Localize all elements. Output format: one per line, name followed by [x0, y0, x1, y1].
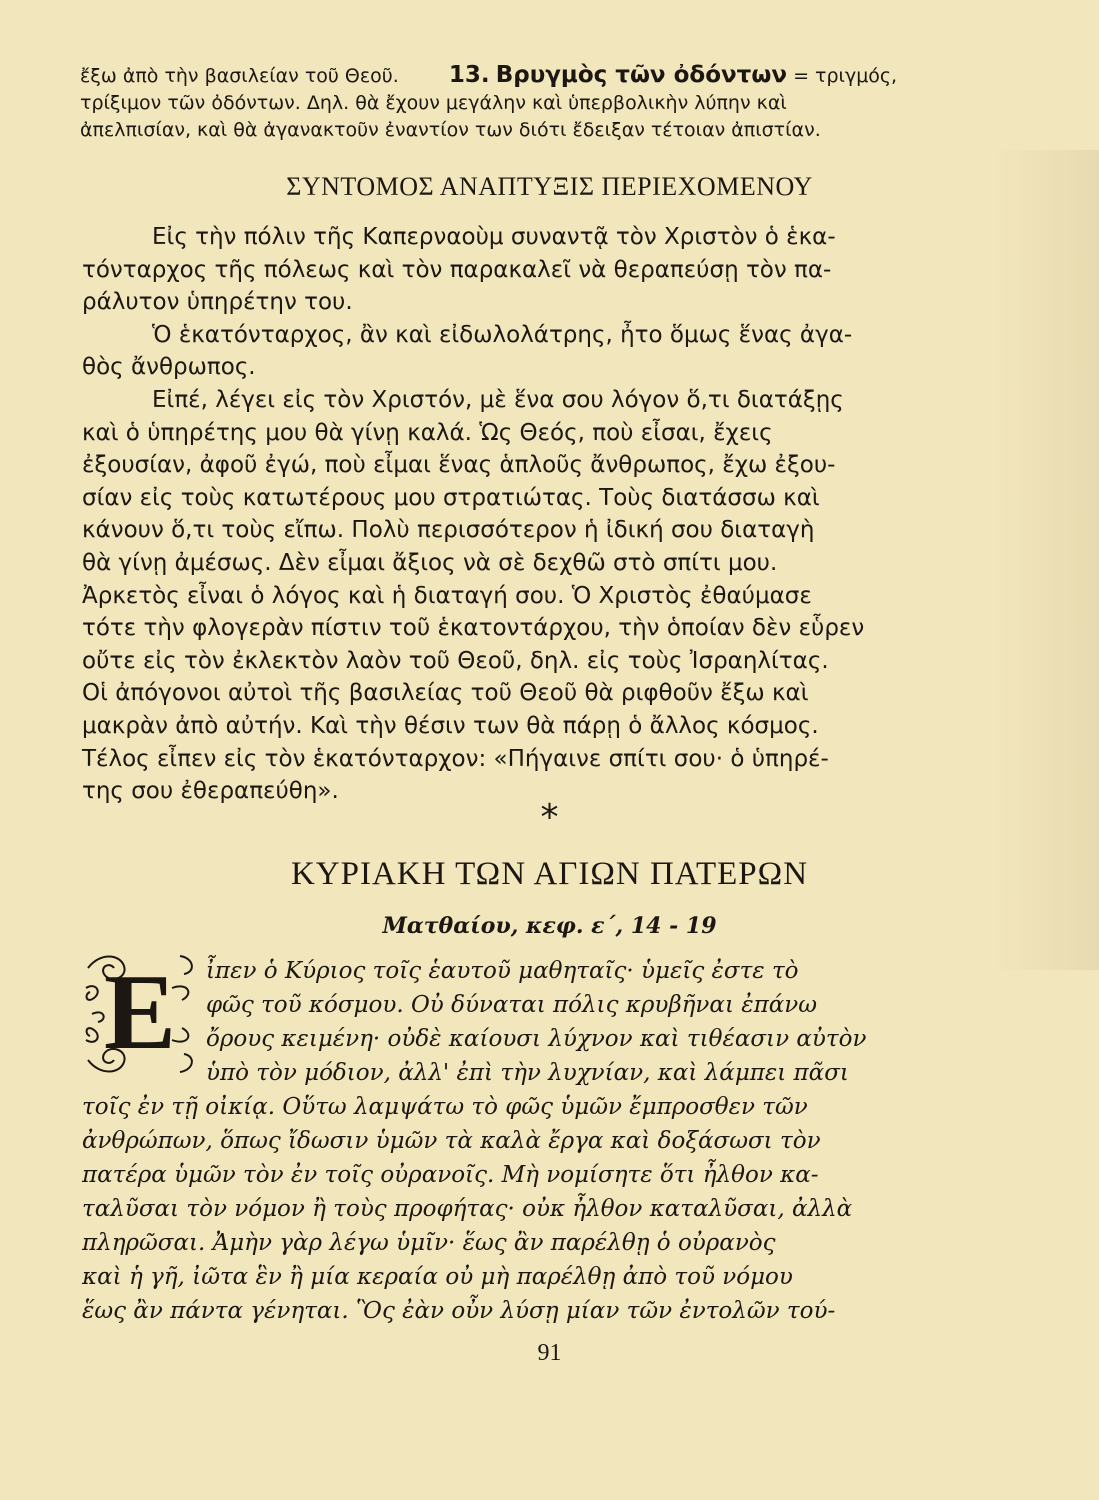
footnote-line: τρίξιμον τῶν ὀδόντων. Δηλ. θὰ ἔχουν μεγάλην καὶ ὑπερβολικὴν λύπην καὶ: [80, 92, 787, 114]
text-line: θὸς ἄνθρωπος.: [82, 354, 256, 381]
summary-text: [82, 221, 932, 808]
text-line: θὰ γίνῃ ἀμέσως. Δὲν εἶμαι ἄξιος νὰ σὲ δεχθῶ στὸ σπίτι μου.: [82, 549, 778, 576]
text-line: πληρῶσαι. Ἀμὴν γὰρ λέγω ὑμῖν· ἕως ἂν παρέλθῃ ὁ οὐρανὸς: [82, 1230, 776, 1256]
text-line: Τέλος εἶπεν εἰς τὸν ἑκατόνταρχον: «Πήγαινε σπίτι σου· ὁ ὑπηρέ-: [82, 745, 829, 772]
text-line: ἐξουσίαν, ἀφοῦ ἐγώ, ποὺ εἶμαι ἕνας ἁπλοῦς ἄνθρωπος, ἔχω ἐξου-: [82, 452, 836, 479]
text-line: ἶπεν ὁ Κύριος τοῖς ἑαυτοῦ μαθηταῖς· ὑμεῖς ἐστε τὸ: [206, 958, 799, 984]
text-line: τοῖς ἐν τῇ οἰκίᾳ. Οὕτω λαμψάτω τὸ φῶς ὑμῶν ἔμπροσθεν τῶν: [82, 1094, 808, 1120]
text-line: Ὁ ἑκατόνταρχος, ἂν καὶ εἰδωλολάτρης, ἦτο ὅμως ἕνας ἀγα-: [152, 321, 853, 348]
summary-heading: ΣΥΝΤΟΜΟΣ ΑΝΑΠΤΥΞΙΣ ΠΕΡΙΕΧΟΜΕΝΟΥ: [286, 172, 813, 201]
text-line: καὶ ὁ ὑπηρέτης μου θὰ γίνῃ καλά. Ὡς Θεός, ποὺ εἶσαι, ἔχεις: [82, 419, 773, 446]
text-line: της σου ἐθεραπεύθη».: [82, 778, 339, 805]
text-line: φῶς τοῦ κόσμου. Οὐ δύναται πόλις κρυβῆναι ἐπάνω: [206, 992, 818, 1018]
footnote-term-definition: = τριγμός,: [793, 65, 898, 87]
footnote-block: [80, 62, 950, 144]
text-line: τόνταρχος τῆς πόλεως καὶ τὸν παρακαλεῖ νὰ θεραπεύσῃ τὸν πα-: [82, 256, 832, 283]
text-line: Ἀρκετὸς εἶναι ὁ λόγος καὶ ἡ διαταγή σου. Ὁ Χριστὸς ἐθαύμασε: [82, 582, 812, 609]
section-title: ΚΥΡΙΑΚΗ ΤΩΝ ΑΓΙΩΝ ΠΑΤΕΡΩΝ: [290, 856, 809, 892]
footnote-term-number: 13.: [448, 62, 490, 88]
gospel-text-wrapped: [82, 954, 942, 1090]
text-line: σίαν εἰς τοὺς κατωτέρους μου στρατιώτας. Τοὺς διατάσσω καὶ: [82, 484, 820, 511]
gospel-text: [82, 1090, 942, 1328]
text-line: ὄρους κειμένη· οὐδὲ καίουσι λύχνον καὶ τιθέασιν αὐτὸν: [206, 1026, 867, 1052]
page-bleed-shadow: [990, 150, 1099, 970]
text-line: ἀνθρώπων, ὅπως ἴδωσιν ὑμῶν τὰ καλὰ ἔργα καὶ δοξάσωσι τὸν: [82, 1128, 821, 1154]
text-line: Εἰπέ, λέγει εἰς τὸν Χριστόν, μὲ ἕνα σου λόγον ὅ,τι διατάξῃς: [152, 386, 844, 413]
footnote-line: ἔξω ἀπὸ τὴν βασιλείαν τοῦ Θεοῦ. 13. Βρυγμὸς τῶν ὀδόντων = τριγμός,: [80, 62, 898, 88]
text-line: μακρὰν ἀπὸ αὐτήν. Καὶ τὴν θέσιν των θὰ πάρῃ ὁ ἄλλος κόσμος.: [82, 712, 819, 739]
text-line: Οἱ ἀπόγονοι αὐτοὶ τῆς βασιλείας τοῦ Θεοῦ θὰ ριφθοῦν ἔξω καὶ: [82, 680, 809, 707]
text-line: ταλῦσαι τὸν νόμον ἢ τοὺς προφήτας· οὐκ ἦλθον καταλῦσαι, ἀλλὰ: [82, 1196, 853, 1222]
page-number: 91: [537, 1340, 562, 1366]
footnote-line: ἀπελπισίαν, καὶ θὰ ἀγανακτοῦν ἐναντίον των διότι ἔδειξαν τέτοιαν ἀπιστίαν.: [80, 119, 821, 141]
separator-ornament: *: [540, 797, 559, 838]
text-line: κάνουν ὅ,τι τοὺς εἴπω. Πολὺ περισσότερον ἡ ἰδική σου διαταγὴ: [82, 517, 815, 544]
text-line: Εἰς τὴν πόλιν τῆς Καπερναοὺμ συναντᾷ τὸν Χριστὸν ὁ ἑκα-: [152, 224, 836, 250]
footnote-term: Βρυγμὸς τῶν ὀδόντων: [495, 62, 788, 88]
text-line: ράλυτον ὑπηρέτην του.: [82, 289, 353, 316]
text-line: ὑπὸ τὸν μόδιον, ἀλλ' ἐπὶ τὴν λυχνίαν, καὶ λάμπει πᾶσι: [206, 1060, 849, 1086]
text-line: τότε τὴν φλογερὰν πίστιν τοῦ ἑκατοντάρχου, τὴν ὁποίαν δὲν εὗρεν: [82, 615, 865, 642]
text-line: ἕως ἂν πάντα γένηται. Ὃς ἐὰν οὖν λύσῃ μίαν τῶν ἐντολῶν τού-: [82, 1298, 836, 1324]
text-line: πατέρα ὑμῶν τὸν ἐν τοῖς οὐρανοῖς. Μὴ νομίσητε ὅτι ἦλθον κα-: [82, 1162, 819, 1188]
text-line: καὶ ἡ γῆ, ἰῶτα ἓν ἢ μία κεραία οὐ μὴ παρέλθῃ ἀπὸ τοῦ νόμου: [82, 1264, 793, 1290]
text-line: οὔτε εἰς τὸν ἐκλεκτὸν λαὸν τοῦ Θεοῦ, δηλ. εἰς τοὺς Ἰσραηλίτας.: [82, 647, 829, 674]
dropcap-letter: Ε: [103, 953, 177, 1072]
scripture-reference: Ματθαίου, κεφ. ε΄, 14 - 19: [382, 913, 717, 939]
